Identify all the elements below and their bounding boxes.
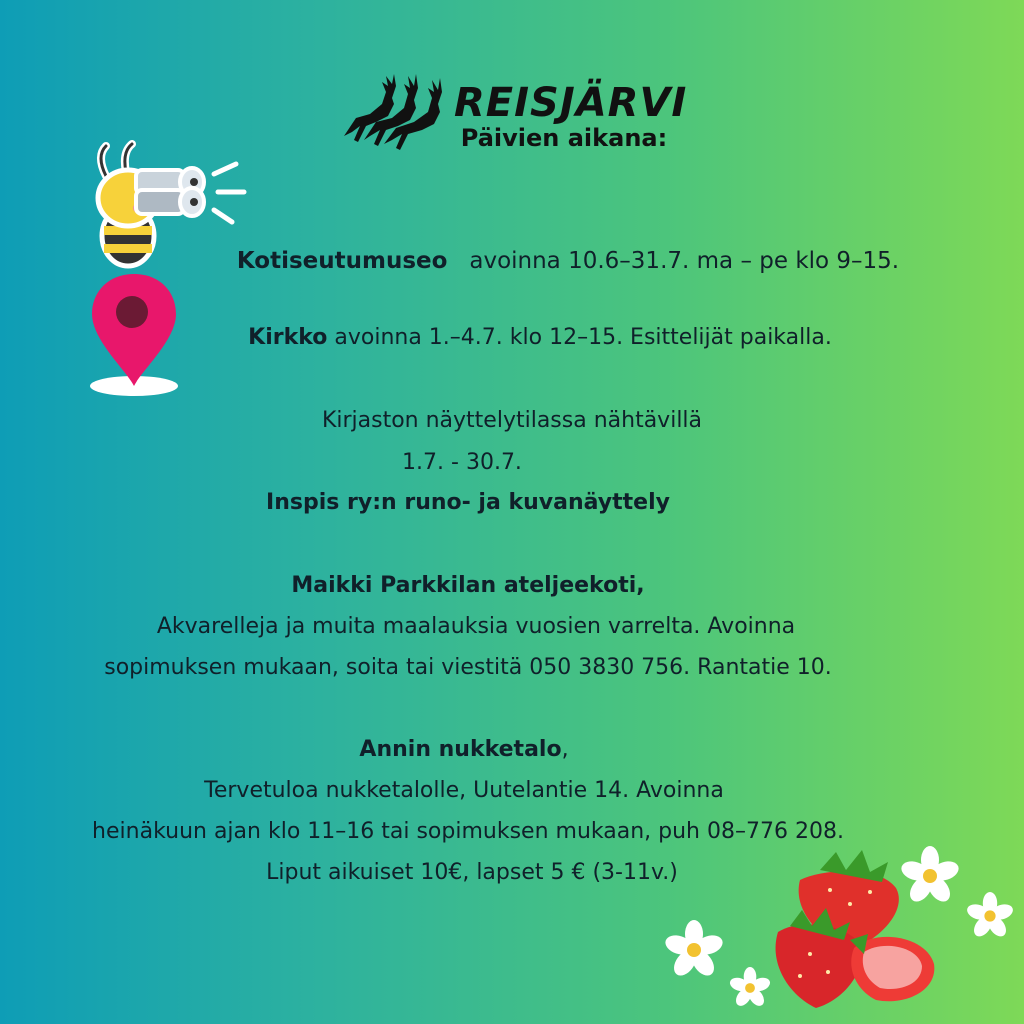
dollhouse-comma: , <box>561 737 569 762</box>
library-dates: 1.7. - 30.7. <box>402 450 522 475</box>
dollhouse-hours: heinäkuun ajan klo 11–16 tai sopimuksen mukaan, puh 08–776 208. <box>92 819 844 844</box>
dollhouse-name: Annin nukketalo <box>359 737 562 762</box>
atelier-description: Akvarelleja ja muita maalauksia vuosien varrelta. Avoinna <box>156 614 796 639</box>
museum-line <box>0 248 1024 274</box>
atelier-name: Maikki Parkkilan ateljeekoti, <box>291 573 645 598</box>
church-name: Kirkko <box>248 325 328 350</box>
church-line <box>0 325 1024 350</box>
dollhouse-welcome: Tervetuloa nukketalolle, Uutelantie 14. Avoinna <box>204 778 724 803</box>
museum-name: Kotiseutumuseo <box>236 248 448 274</box>
dollhouse-heading <box>0 737 976 762</box>
brand-title: REISJÄRVI <box>454 80 688 126</box>
dollhouse-prices: Liput aikuiset 10€, lapset 5 € (3-11v.) <box>266 860 678 885</box>
page-subtitle: Päivien aikana: <box>460 124 668 152</box>
church-hours: avoinna 1.–4.7. klo 12–15. Esittelijät paikalla. <box>334 325 832 350</box>
strawberry-decoration <box>650 840 1024 1024</box>
museum-hours: avoinna 10.6–31.7. ma – pe klo 9–15. <box>469 248 900 274</box>
atelier-contact: sopimuksen mukaan, soita tai viestitä 050 3830 756. Rantatie 10. <box>104 655 832 680</box>
library-intro: Kirjaston näyttelytilassa nähtävillä <box>321 408 703 433</box>
library-exhibition-title: Inspis ry:n runo- ja kuvanäyttely <box>266 490 670 515</box>
